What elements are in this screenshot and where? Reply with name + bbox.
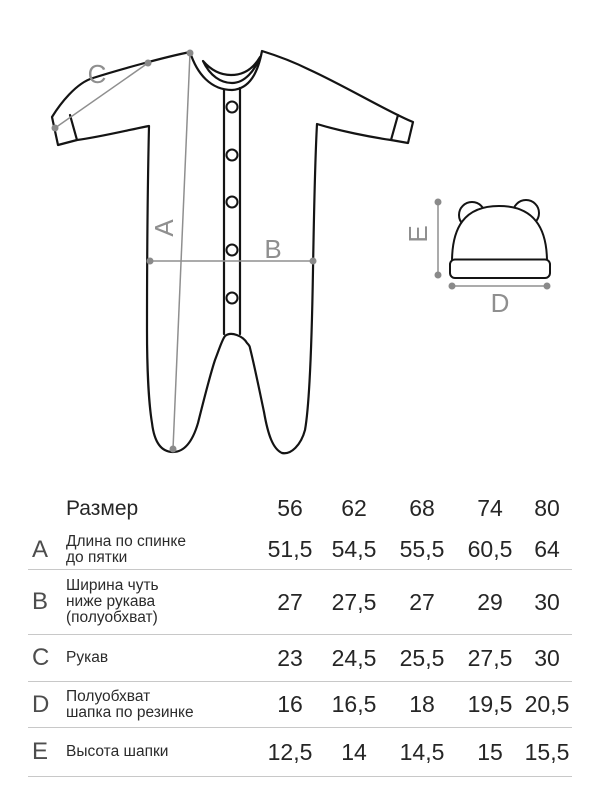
snap-button	[227, 293, 238, 304]
measure-dot	[544, 283, 551, 290]
measure-dot	[52, 125, 59, 132]
measure-dot	[145, 60, 152, 67]
row-value: 23	[277, 644, 303, 671]
table-header-size-label: Размер	[66, 496, 139, 520]
snap-button	[227, 197, 238, 208]
row-value: 27	[409, 588, 435, 615]
snap-button	[227, 245, 238, 256]
measure-dot	[449, 283, 456, 290]
measure-dot	[187, 50, 194, 57]
row-letter: B	[32, 588, 49, 615]
hat-brim	[450, 260, 550, 279]
hat-illustration	[450, 200, 550, 278]
table-row	[28, 530, 572, 570]
row-value: 27,5	[331, 588, 377, 615]
row-label	[66, 534, 258, 566]
table-header-row	[28, 486, 572, 530]
row-value: 27,5	[467, 644, 513, 671]
row-value: 12,5	[267, 738, 313, 765]
row-label-line: Ширина чуть	[66, 577, 159, 594]
measure-dot	[170, 446, 177, 453]
table-row	[28, 570, 572, 635]
row-value: 55,5	[399, 536, 445, 562]
row-value: 30	[534, 588, 560, 615]
size-table	[0, 486, 600, 777]
row-label	[66, 578, 258, 626]
measure-dot	[147, 258, 154, 265]
snap-button	[227, 102, 238, 113]
row-label	[66, 744, 258, 760]
label-a: A	[149, 219, 180, 237]
row-label	[66, 689, 258, 721]
row-value: 15,5	[524, 738, 570, 765]
row-value: 30	[534, 644, 560, 671]
row-value: 16	[277, 691, 303, 717]
row-label-line: (полуобхват)	[66, 609, 158, 626]
row-value: 64	[534, 536, 560, 562]
row-value: 60,5	[467, 536, 513, 562]
header-size: 62	[341, 494, 367, 521]
table-row	[28, 635, 572, 682]
header-size: 74	[477, 494, 503, 521]
row-value: 14,5	[399, 738, 445, 765]
header-size: 56	[277, 494, 303, 521]
row-value: 20,5	[524, 691, 570, 717]
row-letter: C	[32, 644, 50, 671]
row-letter: A	[32, 535, 49, 563]
row-label-line: Полуобхват	[66, 687, 151, 705]
table-row	[28, 682, 572, 728]
label-c: C	[87, 59, 107, 90]
row-letter: E	[32, 738, 49, 765]
measure-dot	[435, 272, 442, 279]
sleepsuit-illustration	[52, 51, 413, 453]
row-value: 24,5	[331, 644, 377, 671]
label-e: E	[403, 225, 434, 243]
snap-button	[227, 150, 238, 161]
row-label-line: ниже рукава	[66, 593, 156, 610]
row-value: 15	[477, 738, 503, 765]
row-label-line: Высота шапки	[66, 743, 169, 760]
row-value: 16,5	[331, 691, 377, 717]
row-value: 18	[409, 691, 435, 717]
row-value: 27	[277, 588, 303, 615]
row-value: 54,5	[331, 536, 377, 562]
measure-dot	[310, 258, 317, 265]
row-label-line: Рукав	[66, 649, 109, 666]
row-label-line: до пятки	[66, 548, 128, 566]
row-label	[66, 650, 258, 666]
row-value: 19,5	[467, 691, 513, 717]
row-value: 25,5	[399, 644, 445, 671]
row-value: 29	[477, 588, 503, 615]
row-label-line: шапка по резинке	[66, 703, 194, 721]
header-size: 68	[409, 494, 435, 521]
size-table-body	[28, 530, 572, 777]
row-value: 14	[341, 738, 367, 765]
row-label-line: Длина по спинке	[66, 532, 186, 550]
row-letter: D	[32, 690, 50, 718]
label-b: B	[264, 234, 282, 265]
table-row	[28, 728, 572, 777]
header-size: 80	[534, 494, 560, 521]
measure-dot	[435, 199, 442, 206]
label-d: D	[490, 288, 510, 319]
row-value: 51,5	[267, 536, 313, 562]
